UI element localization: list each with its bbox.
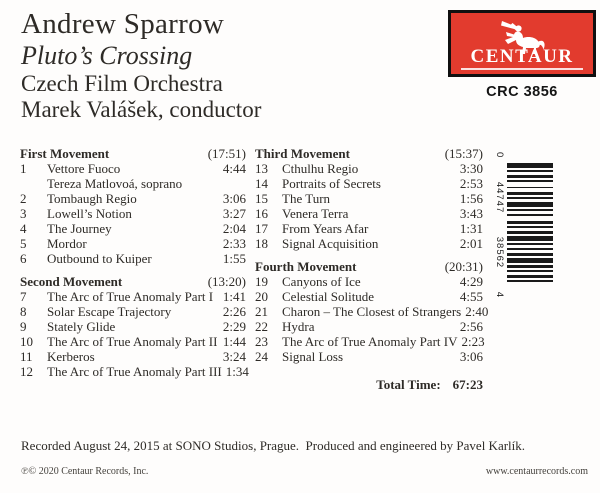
track-number: 6 <box>20 251 27 266</box>
track-title: The Journey <box>47 221 112 236</box>
track-row <box>255 236 483 251</box>
track-time: 2:29 <box>222 319 246 334</box>
orchestra-name: Czech Film Orchestra <box>21 71 223 96</box>
track-number: 7 <box>20 289 27 304</box>
track-title: The Arc of True Anomaly Part I <box>47 289 214 304</box>
track-row <box>20 304 246 319</box>
track-number: 20 <box>255 289 268 304</box>
track-number: 17 <box>255 221 268 236</box>
track-row <box>255 176 483 191</box>
track-title: Signal Loss <box>282 349 344 364</box>
total-time-label: Total Time: <box>376 377 441 392</box>
track-number: 1 <box>20 161 27 176</box>
track-number: 14 <box>255 176 268 191</box>
barcode-bars <box>507 163 553 287</box>
track-column-right <box>255 146 489 392</box>
track-time: 4:55 <box>459 289 483 304</box>
track-title: Cthulhu Regio <box>282 161 359 176</box>
track-time: 2:04 <box>222 221 246 236</box>
track-time: 1:41 <box>222 289 246 304</box>
recording-credit: Recorded August 24, 2015 at SONO Studios, Prague. Produced and engineered by Pavel Karlík. <box>21 438 526 453</box>
track-title: Vettore Fuoco <box>47 161 121 176</box>
movement-section <box>20 274 249 379</box>
track-title: The Arc of True Anomaly Part II <box>47 334 218 349</box>
track-title: The Arc of True Anomaly Part III <box>47 364 222 379</box>
track-row <box>255 304 489 319</box>
track-number: 16 <box>255 206 268 221</box>
track-time: 2:56 <box>459 319 483 334</box>
track-row <box>255 191 483 206</box>
track-time: 1:44 <box>222 334 246 349</box>
track-title: Mordor <box>47 236 87 251</box>
track-row <box>20 364 249 379</box>
track-time: 2:33 <box>222 236 246 251</box>
movement-duration: (17:51) <box>207 146 246 161</box>
track-number: 19 <box>255 274 268 289</box>
track-row <box>20 236 246 251</box>
movement-header <box>255 146 483 161</box>
track-number: 21 <box>255 304 268 319</box>
track-title: Outbound to Kuiper <box>47 251 152 266</box>
track-number: 5 <box>20 236 27 251</box>
track-time: 4:29 <box>459 274 483 289</box>
movement-header <box>20 146 246 161</box>
track-title: The Arc of True Anomaly Part IV <box>282 334 458 349</box>
artist-name: Andrew Sparrow <box>21 8 225 40</box>
track-row <box>20 206 246 221</box>
track-row <box>255 319 483 334</box>
track-row <box>20 334 246 349</box>
track-number: 22 <box>255 319 268 334</box>
movement-duration: (13:20) <box>207 274 246 289</box>
track-time: 2:26 <box>222 304 246 319</box>
total-time-value: 67:23 <box>452 377 483 392</box>
barcode-digit-group: 44747 <box>494 181 506 214</box>
track-row <box>255 334 483 349</box>
track-row <box>255 349 483 364</box>
track-title: The Turn <box>282 191 331 206</box>
label-block <box>448 10 596 100</box>
movement-title: Second Movement <box>20 274 123 289</box>
barcode-digit-group: 38562 <box>494 236 506 269</box>
movement-header <box>20 274 246 289</box>
track-title: Solar Escape Trajectory <box>47 304 172 319</box>
upc-barcode <box>493 150 553 300</box>
barcode-digit-group: 0 <box>494 152 506 159</box>
track-title: Hydra <box>282 319 315 334</box>
track-time: 3:06 <box>222 191 246 206</box>
track-time: 1:34 <box>225 364 249 379</box>
track-row <box>255 274 483 289</box>
movement-section <box>20 146 246 266</box>
track-row <box>20 349 246 364</box>
track-title: Stately Glide <box>47 319 116 334</box>
copyright-line: ℗© 2020 Centaur Records, Inc. <box>21 466 149 477</box>
track-row <box>20 319 246 334</box>
movement-title: Fourth Movement <box>255 259 357 274</box>
track-number: 2 <box>20 191 27 206</box>
movement-title: Third Movement <box>255 146 350 161</box>
track-row <box>255 161 483 176</box>
track-title: Canyons of Ice <box>282 274 361 289</box>
track-time: 1:31 <box>459 221 483 236</box>
track-time: 3:30 <box>459 161 483 176</box>
track-performer-note: Tereza Matlovoá, soprano <box>47 176 183 191</box>
movement-title: First Movement <box>20 146 110 161</box>
movement-section <box>255 259 489 364</box>
movement-header <box>255 259 483 274</box>
track-time: 3:43 <box>459 206 483 221</box>
track-time: 1:56 <box>459 191 483 206</box>
conductor-name: Marek Valášek, conductor <box>21 97 262 122</box>
centaur-logo <box>448 10 596 77</box>
track-number: 10 <box>20 334 33 349</box>
track-number: 13 <box>255 161 268 176</box>
label-name: CENTAUR <box>470 46 574 67</box>
album-title: Pluto’s Crossing <box>21 41 193 70</box>
track-title: Lowell’s Notion <box>47 206 132 221</box>
track-row <box>20 191 246 206</box>
track-row <box>255 221 483 236</box>
track-title: From Years Afar <box>282 221 369 236</box>
track-number: 15 <box>255 191 268 206</box>
track-row <box>20 251 246 266</box>
track-title: Portraits of Secrets <box>282 176 381 191</box>
track-time: 3:06 <box>459 349 483 364</box>
track-row <box>20 289 246 304</box>
track-title: Venera Terra <box>282 206 349 221</box>
track-time: 2:23 <box>461 334 485 349</box>
album-header <box>21 8 261 123</box>
track-time: 2:01 <box>459 236 483 251</box>
track-row <box>255 206 483 221</box>
track-time: 1:55 <box>222 251 246 266</box>
track-title: Celestial Solitude <box>282 289 375 304</box>
track-row <box>255 289 483 304</box>
barcode-digit-group: 4 <box>494 291 506 298</box>
track-time: 2:40 <box>465 304 489 319</box>
track-number: 23 <box>255 334 268 349</box>
track-time: 2:53 <box>459 176 483 191</box>
label-website: www.centaurrecords.com <box>485 466 588 477</box>
track-time: 3:24 <box>222 349 246 364</box>
track-number: 12 <box>20 364 33 379</box>
track-number: 3 <box>20 206 27 221</box>
total-time-row <box>255 377 483 392</box>
track-row <box>20 161 246 176</box>
track-title: Tombaugh Regio <box>47 191 137 206</box>
track-time: 3:27 <box>222 206 246 221</box>
track-title: Signal Acquisition <box>282 236 379 251</box>
track-number: 11 <box>20 349 33 364</box>
movement-duration: (15:37) <box>444 146 483 161</box>
centaur-icon <box>489 16 555 58</box>
track-time: 4:44 <box>222 161 246 176</box>
track-column-left <box>20 146 249 387</box>
label-tagline-line <box>461 68 583 70</box>
movement-section <box>255 146 483 251</box>
track-number: 24 <box>255 349 268 364</box>
track-number: 18 <box>255 236 268 251</box>
track-number: 4 <box>20 221 27 236</box>
barcode-digits <box>494 150 507 300</box>
catalog-number: CRC 3856 <box>486 84 558 100</box>
track-title: Charon – The Closest of Strangers <box>282 304 462 319</box>
track-row <box>20 221 246 236</box>
track-number: 9 <box>20 319 27 334</box>
track-title: Kerberos <box>47 349 95 364</box>
track-number: 8 <box>20 304 27 319</box>
movement-duration: (20:31) <box>444 259 483 274</box>
